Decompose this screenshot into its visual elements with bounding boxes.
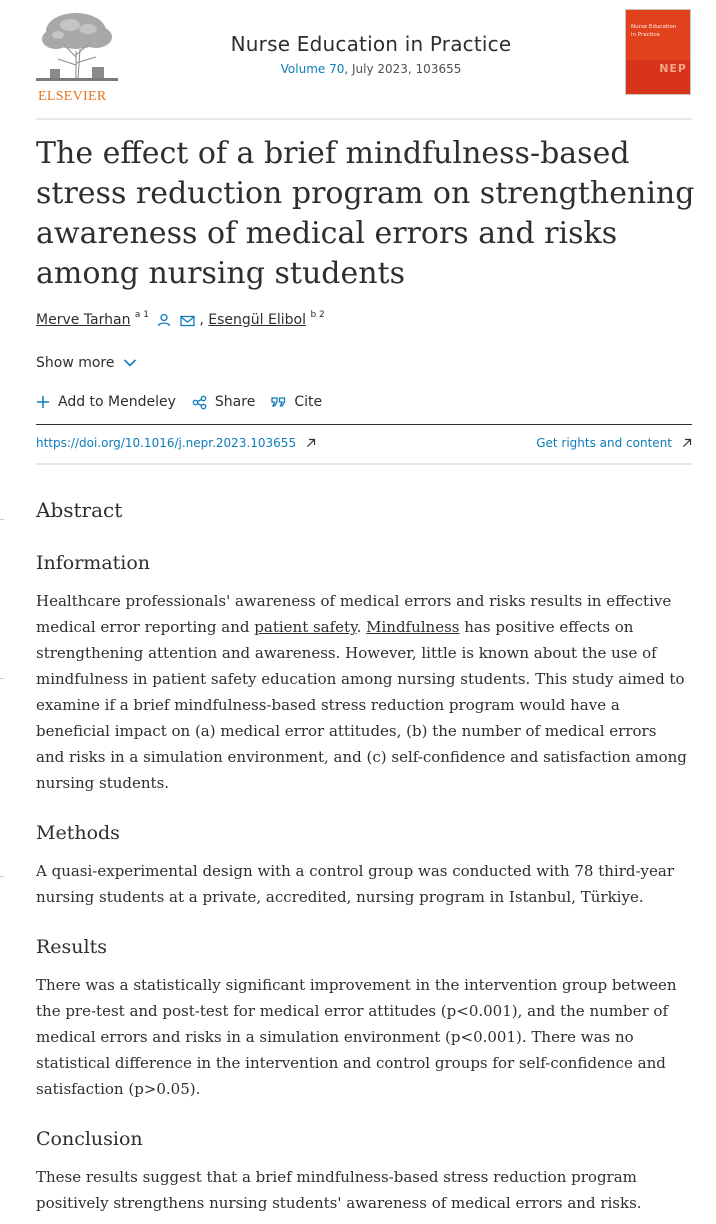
elsevier-logo[interactable] bbox=[36, 9, 118, 104]
mail-icon[interactable] bbox=[180, 315, 195, 331]
rights-text: Get rights and content bbox=[536, 436, 672, 450]
methods-text: A quasi-experimental design with a control group was conducted with 78 third-year nursing students at a private, accredited, nursing program in Istanbul, Türkiye. bbox=[36, 862, 674, 906]
mendeley-label: Add to Mendeley bbox=[58, 394, 176, 410]
add-to-mendeley-button[interactable] bbox=[36, 394, 176, 410]
journal-info bbox=[196, 32, 546, 76]
external-arrow-icon bbox=[306, 438, 316, 448]
journal-header bbox=[36, 0, 692, 120]
author-1-affiliation[interactable]: a 1 bbox=[134, 310, 150, 320]
quote-icon bbox=[271, 396, 286, 408]
author-2-link[interactable]: Esengül Elibol bbox=[208, 312, 306, 328]
show-more-label: Show more bbox=[36, 355, 115, 371]
cite-label: Cite bbox=[294, 394, 323, 410]
edge-marker bbox=[0, 519, 4, 520]
results-text: There was a statistically significant improvement in the intervention group between the pre-test and post-test for medical error attitudes (p<0.001), and the number of medical errors and risks in a simulation environment (p<0.001). There was no statistical difference in the intervention and control groups for self-confidence and satisfaction (p>0.05). bbox=[36, 976, 677, 1098]
cite-button[interactable] bbox=[271, 394, 322, 410]
share-label: Share bbox=[214, 394, 256, 410]
author-list bbox=[36, 312, 325, 331]
share-button[interactable] bbox=[192, 394, 255, 410]
volume-link[interactable]: Volume 70 bbox=[280, 62, 345, 76]
results-heading: Results bbox=[36, 936, 107, 958]
external-arrow-icon bbox=[682, 438, 692, 448]
doi-bar bbox=[36, 424, 692, 465]
cover-title: Nurse Education in Practice bbox=[631, 24, 677, 38]
methods-heading: Methods bbox=[36, 822, 120, 844]
conclusion-heading: Conclusion bbox=[36, 1128, 143, 1150]
person-icon[interactable] bbox=[157, 313, 171, 331]
cover-badge: NEP bbox=[659, 62, 687, 75]
journal-cover[interactable] bbox=[625, 9, 691, 95]
information-text-part: Healthcare professionals' awareness of medical errors and risks results in effective medical error reporting and bbox=[36, 592, 672, 636]
abstract-heading: Abstract bbox=[36, 498, 123, 522]
information-text bbox=[36, 588, 688, 796]
issue-date: , July 2023, 103655 bbox=[344, 62, 462, 76]
author-separator: , bbox=[199, 312, 204, 328]
article-title: The effect of a brief mindfulness-based stress reduction program on strengthening awareness of medical errors and risks among nursing students bbox=[36, 136, 695, 291]
show-more-button[interactable] bbox=[36, 355, 137, 371]
conclusion-text: These results suggest that a brief mindfulness-based stress reduction program positively strengthens nursing students' awareness of medical errors and risks. bbox=[36, 1168, 642, 1212]
author-2-affiliation[interactable]: b 2 bbox=[310, 310, 325, 320]
plus-icon bbox=[36, 395, 50, 409]
doi-link[interactable] bbox=[36, 436, 316, 450]
rights-link[interactable] bbox=[536, 436, 692, 450]
patient-safety-link[interactable]: patient safety bbox=[254, 618, 357, 636]
share-icon bbox=[192, 395, 207, 410]
information-text-part: . bbox=[356, 618, 367, 636]
information-text-part: has positive effects on strengthening attention and awareness. However, little is known about the use of mindfulness in patient safety education among nursing students. This study aimed to examine if a brief mindfulness-based stress reduction program would have a beneficial impact on (a) medical error attitudes, (b) the number of medical errors and risks in a simulation environment, and (c) self-confidence and satisfaction among nursing students. bbox=[36, 618, 687, 792]
information-heading: Information bbox=[36, 552, 151, 574]
journal-meta bbox=[196, 62, 546, 76]
publisher-name: ELSEVIER bbox=[38, 89, 107, 104]
journal-title[interactable]: Nurse Education in Practice bbox=[230, 32, 512, 56]
edge-marker bbox=[0, 876, 4, 877]
chevron-down-icon bbox=[123, 358, 137, 368]
author-1-link[interactable]: Merve Tarhan bbox=[36, 312, 131, 328]
article-actions bbox=[36, 394, 338, 410]
elsevier-tree-icon bbox=[36, 9, 118, 81]
doi-text: https://doi.org/10.1016/j.nepr.2023.103655 bbox=[36, 436, 297, 450]
mindfulness-link[interactable]: Mindfulness bbox=[366, 618, 460, 636]
edge-marker bbox=[0, 678, 4, 679]
